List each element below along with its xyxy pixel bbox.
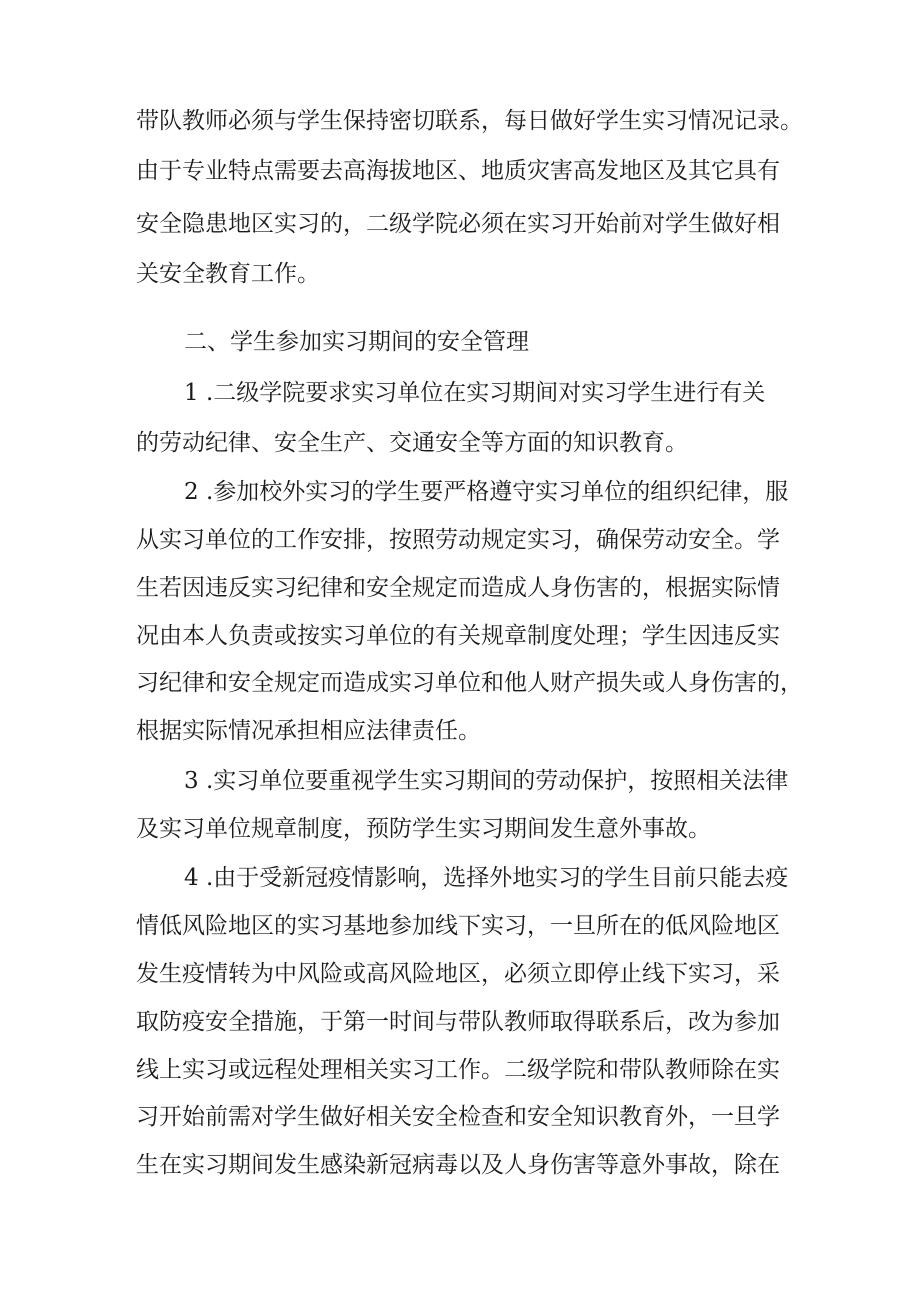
text-line-20: 线上实习或远程处理相关实习工作。二级学院和带队教师除在实 (136, 1057, 780, 1083)
section-heading: 二、学生参加实习期间的安全管理 (184, 329, 529, 355)
text-line-22: 生在实习期间发生感染新冠病毒以及人身伤害等意外事故，除在 (136, 1152, 780, 1178)
text-line-19: 取防疫安全措施，于第一时间与带队教师取得联系后，改为参加 (136, 1009, 780, 1035)
text-line-13: 根据实际情况承担相应法律责任。 (136, 718, 481, 744)
text-line-4: 关安全教育工作。 (136, 261, 320, 287)
text-line-3: 安全隐患地区实习的，二级学院必须在实习开始前对学生做好相 (136, 211, 780, 237)
text-line-16: 4 .由于受新冠疫情影响，选择外地实习的学生目前只能去疫 (184, 865, 789, 891)
text-line-8: 2 .参加校外实习的学生要严格遵守实习单位的组织纪律，服 (184, 479, 789, 505)
text-line-10: 生若因违反实习纪律和安全规定而造成人身伤害的，根据实际情 (136, 575, 780, 601)
text-line-2: 由于专业特点需要去高海拔地区、地质灾害高发地区及其它具有 (136, 158, 780, 184)
text-line-17: 情低风险地区的实习基地参加线下实习，一旦所在的低风险地区 (136, 913, 780, 939)
text-line-14: 3 .实习单位要重视学生实习期间的劳动保护，按照相关法律 (184, 768, 789, 794)
text-line-11: 况由本人负责或按实习单位的有关规章制度处理；学生因违反实 (136, 623, 780, 649)
text-line-6: 1 .二级学院要求实习单位在实习期间对实习学生进行有关 (184, 380, 766, 406)
text-line-12: 习纪律和安全规定而造成实习单位和他人财产损失或人身伤害的， (136, 670, 803, 696)
text-line-15: 及实习单位规章制度，预防学生实习期间发生意外事故。 (136, 816, 711, 842)
text-line-9: 从实习单位的工作安排，按照劳动规定实习，确保劳动安全。学 (136, 527, 780, 553)
text-line-21: 习开始前需对学生做好相关安全检查和安全知识教育外，一旦学 (136, 1104, 780, 1130)
text-line-7: 的劳动纪律、安全生产、交通安全等方面的知识教育。 (136, 430, 688, 456)
text-line-1: 带队教师必须与学生保持密切联系，每日做好学生实习情况记录。 (136, 108, 803, 134)
text-line-18: 发生疫情转为中风险或高风险地区，必须立即停止线下实习，采 (136, 961, 780, 987)
